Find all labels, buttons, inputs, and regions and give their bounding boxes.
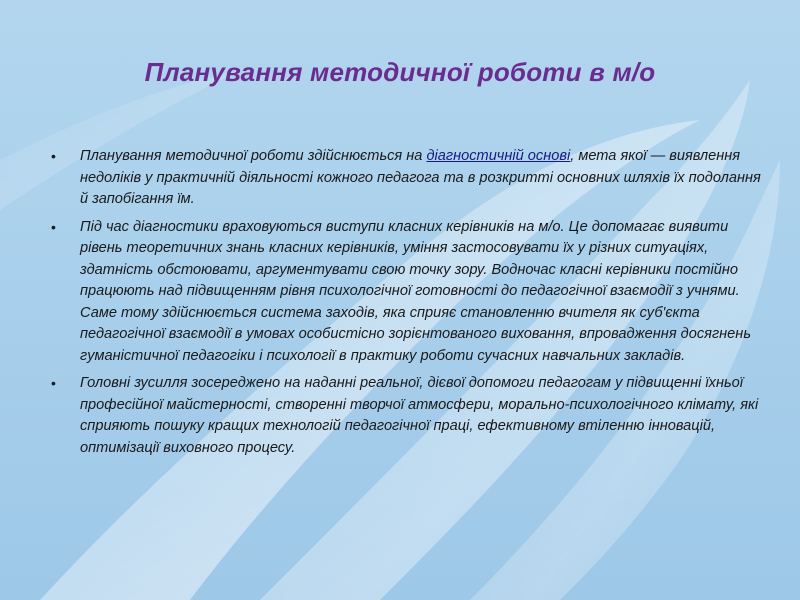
bullet-item [48,217,763,368]
bullet-icon: • [51,148,56,164]
bullet-text-end: , мета якої — виявлення недоліків у практичній діяльності кожного педагога та в розкритті основних шляхів їх подолання й запобігання їм. [80,148,761,207]
bullet-text-start: Планування методичної роботи здійснюється на [80,148,427,164]
slide-title: Планування методичної роботи в м/о [144,57,656,87]
bullet-text: Під час діагностики враховуються виступи класних керівників на м/о. Це допомагає виявити рівень теоретичних знань класних керівників, уміння застосовувати їх у різних ситуаціях, здатність обстоювати, аргументувати свою точку зору. Водночас класні керівники постійно працюють над підвищенням рівня психологічної готовності до педагогічної взаємодії з учнями. Саме тому здійснюється система заходів, яка сприяє становленню вчителя як суб'єкта педагогічної взаємодії в умовах особистісно зорієнтованого виховання, впровадження досягнень гуманістичної педагогіки і психології в практику роботи сучасних навчальних закладів. [80,218,751,364]
bullet-list [48,146,763,465]
bullet-icon: • [51,218,56,235]
bullet-icon: • [51,375,56,391]
bullet-item [48,146,763,211]
bullet-item [48,373,763,459]
diagnostic-basis-link[interactable]: діагностичній основі [426,148,571,164]
bullet-text: Головні зусилля зосереджено на наданні реальної, дієвої допомоги педагогам у підвищенні їхньої професійної майстерності, створенні творчої атмосфери, морально-психологічного клімату, які сприяють пошуку кращих технологій педагогічної праці, ефективному втіленню інновацій, оптимізації виховного процесу. [80,375,759,456]
